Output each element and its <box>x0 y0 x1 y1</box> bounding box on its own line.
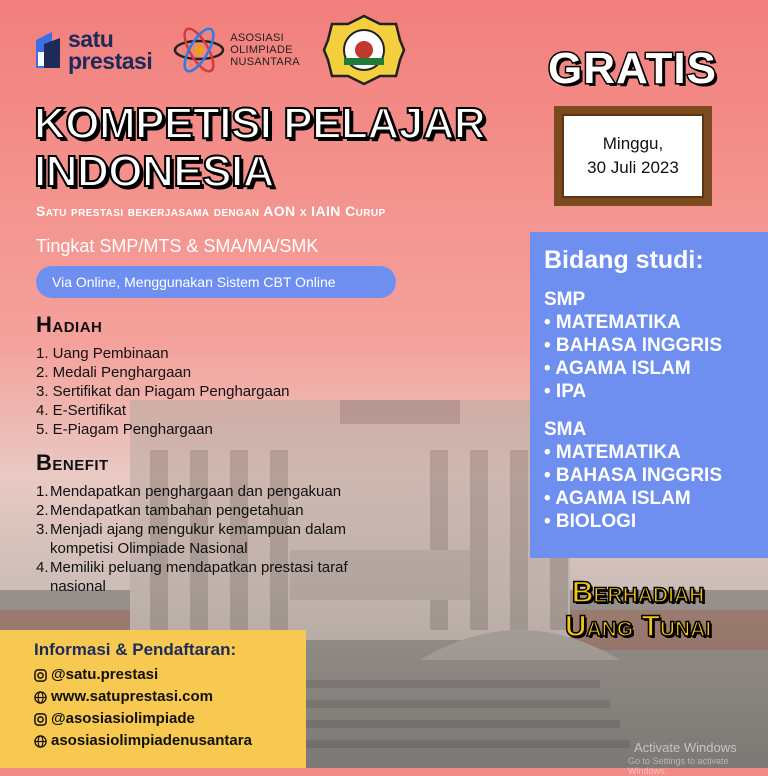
benefit-num: 2. <box>36 502 49 519</box>
benefit-item <box>36 501 426 520</box>
smp-label: SMP <box>544 289 586 310</box>
title-line-2: INDONESIA <box>34 147 274 196</box>
benefit-item <box>36 482 426 501</box>
benefit-num: 3. <box>36 521 49 538</box>
logo-row <box>34 14 406 86</box>
bidang-studi-heading: Bidang studi: <box>544 246 704 274</box>
info-row-website[interactable] <box>34 686 306 708</box>
date-full: 30 Juli 2023 <box>587 158 679 177</box>
smp-subject: • AGAMA ISLAM <box>544 358 691 379</box>
benefit-text: Memiliki peluang mendapatkan prestasi taraf nasional <box>50 559 348 595</box>
satu-prestasi-word-2: prestasi <box>68 48 153 74</box>
smp-subject: • MATEMATIKA <box>544 312 681 333</box>
hadiah-item: 1. Uang Pembinaan <box>36 345 169 362</box>
tingkat-text: Tingkat SMP/MTS & SMA/MA/SMK <box>36 236 319 256</box>
info-row-instagram[interactable] <box>34 708 306 730</box>
globe-icon <box>34 691 47 704</box>
aon-line-2: OLIMPIADE <box>230 44 293 56</box>
globe-icon <box>34 735 47 748</box>
hadiah-item: 5. E-Piagam Penghargaan <box>36 421 213 438</box>
satu-prestasi-logo <box>34 28 152 72</box>
aon-line-1: ASOSIASI <box>230 32 284 44</box>
benefit-item <box>36 520 386 558</box>
info-heading: Informasi & Pendaftaran: <box>34 640 237 659</box>
hadiah-heading: Hadiah <box>36 312 103 337</box>
subtitle: Satu prestasi bekerjasama dengan AON x IAIN Curup <box>36 203 386 219</box>
info-text: @asosiasiolimpiade <box>51 710 195 727</box>
berhadiah-line-2: Uang Tunai <box>564 610 712 643</box>
benefit-num: 1. <box>36 483 49 500</box>
hadiah-item: 2. Medali Penghargaan <box>36 364 192 381</box>
activate-windows-subtext: Go to Settings to activate Windows. <box>628 756 729 776</box>
activate-windows-watermark: Activate Windows <box>634 740 737 755</box>
benefit-text: Mendapatkan tambahan pengetahuan <box>50 502 304 519</box>
berhadiah-uang-tunai <box>534 576 742 644</box>
hadiah-item: 3. Sertifikat dan Piagam Penghargaan <box>36 383 290 400</box>
page-title <box>34 100 485 196</box>
aon-logo <box>172 23 300 77</box>
sma-label: SMA <box>544 419 587 440</box>
sma-subject: • MATEMATIKA <box>544 442 681 463</box>
via-online-pill <box>36 266 396 298</box>
info-text: @satu.prestasi <box>51 666 159 683</box>
benefit-text: Mendapatkan penghargaan dan pengakuan <box>50 483 342 500</box>
instagram-icon <box>34 713 47 726</box>
info-row-website[interactable] <box>34 730 306 752</box>
date-board <box>554 106 712 206</box>
instagram-icon <box>34 669 47 682</box>
sma-subject: • AGAMA ISLAM <box>544 488 691 509</box>
smp-subject: • IPA <box>544 381 587 402</box>
benefit-item <box>36 558 406 596</box>
title-line-1: KOMPETISI PELAJAR <box>34 99 486 148</box>
satu-prestasi-mark-icon <box>34 30 62 70</box>
aon-line-3: NUSANTARA <box>230 56 300 68</box>
gratis-badge: GRATIS <box>548 44 717 93</box>
berhadiah-line-1: Berhadiah <box>571 576 705 609</box>
info-text: www.satuprestasi.com <box>51 688 213 705</box>
hadiah-item: 4. E-Sertifikat <box>36 402 127 419</box>
smp-subject: • BAHASA INGGRIS <box>544 335 723 356</box>
info-text: asosiasiolimpiadenusantara <box>51 732 252 749</box>
benefit-list <box>36 482 426 596</box>
benefit-num: 4. <box>36 559 49 576</box>
via-online-text: Via Online, Menggunakan Sistem CBT Online <box>52 274 336 290</box>
date-day: Minggu, <box>602 134 664 153</box>
benefit-text: Menjadi ajang mengukur kemampuan dalam kompetisi Olimpiade Nasional <box>50 521 347 557</box>
benefit-heading: Benefit <box>36 450 109 475</box>
sma-subject: • BAHASA INGGRIS <box>544 465 723 486</box>
satu-prestasi-word-1: satu <box>68 26 114 52</box>
sma-subject: • BIOLOGI <box>544 511 637 532</box>
info-panel <box>0 630 306 768</box>
dema-iain-curup-logo-icon <box>322 14 406 86</box>
info-row-instagram[interactable] <box>34 664 306 686</box>
atom-icon <box>172 23 226 77</box>
hadiah-list <box>36 344 290 439</box>
bidang-studi-panel <box>530 232 768 558</box>
